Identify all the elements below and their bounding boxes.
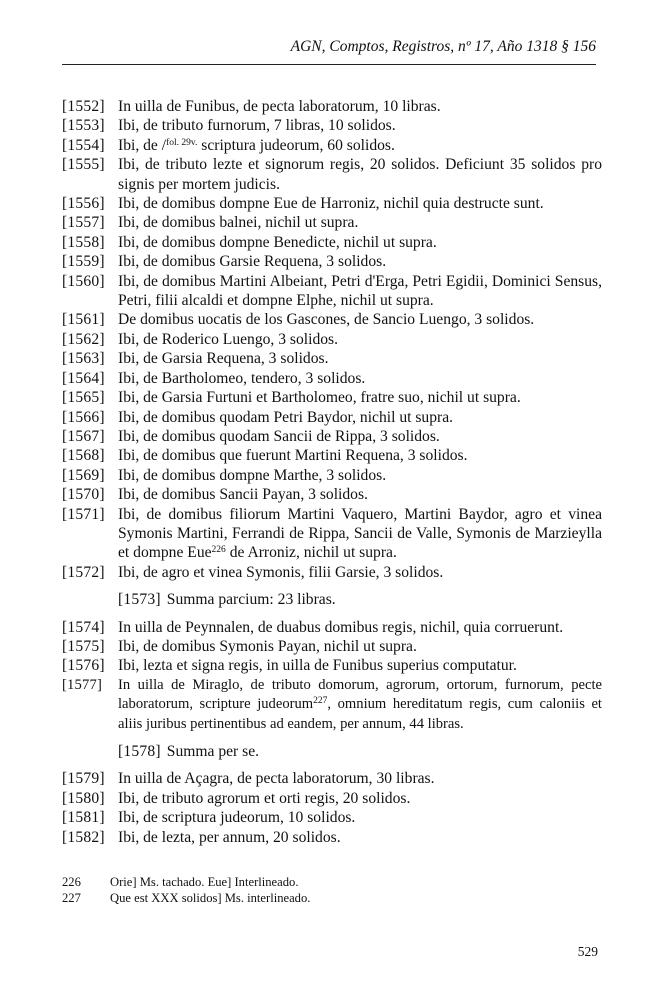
entry-text-part: , omnium hereditatum regis, cum caloniis et aliis juribus pertinentibus ad eandem, per annum, 44 libras.: [118, 696, 602, 732]
entry-number: [1565]: [62, 389, 105, 407]
entry-number: [1570]: [62, 486, 105, 504]
entry-number: [1578]: [118, 743, 161, 760]
entry-number: [1556]: [62, 195, 105, 213]
running-header: AGN, Comptos, Registros, nº 17, Año 1318 § 156: [290, 38, 596, 55]
entry-number: [1558]: [62, 233, 105, 251]
entry-number: [1574]: [62, 618, 105, 636]
entry: [62, 349, 602, 368]
entry: [62, 446, 602, 465]
entry-number: [1568]: [62, 447, 105, 465]
entry-list: [62, 97, 602, 847]
entry-number: [1563]: [62, 350, 105, 368]
entry: [62, 116, 602, 135]
entry: [62, 213, 602, 232]
footnotes: [62, 875, 602, 906]
footnote-text: Orie] Ms. tachado. Eue] Interlineado.: [110, 875, 299, 889]
entry-number: [1562]: [62, 330, 105, 348]
entry: [62, 408, 602, 427]
entry: [62, 194, 602, 213]
entry-text: Ibi, de domibus que fuerunt Martini Requena, 3 solidos.: [118, 447, 468, 465]
entry-text: Summa per se.: [166, 743, 260, 760]
entry-text: Ibi, de domibus dompne Benedicte, nichil ut supra.: [118, 233, 437, 251]
entry: [62, 656, 602, 675]
footnote-text: Que est XXX solidos] Ms. interlineado.: [110, 890, 311, 905]
entry-text: Ibi, de Roderico Luengo, 3 solidos.: [118, 330, 339, 348]
entry: [62, 618, 602, 637]
superscript-note: 226: [211, 545, 226, 556]
entry-text: Ibi, de tributo agrorum et orti regis, 20 solidos.: [118, 789, 411, 807]
entry-text: Summa parcium: 23 libras.: [166, 591, 336, 609]
entry-number: [1553]: [62, 117, 105, 135]
entry-text: Ibi, de domibus Garsie Requena, 3 solidos.: [118, 253, 387, 271]
entry-text: Ibi, de Bartholomeo, tendero, 3 solidos.: [118, 369, 366, 387]
entry-text: Ibi, de scriptura judeorum, 10 solidos.: [118, 809, 356, 827]
page-number: 529: [577, 944, 598, 959]
entry-text: Ibi, de agro et vinea Symonis, filii Garsie, 3 solidos.: [118, 563, 444, 581]
entry-number: [1573]: [118, 591, 161, 609]
entry: [62, 97, 602, 116]
entry-text-part: In uilla de Miraglo, de tributo domorum, agrorum, ortorum, furnorum, pecte laboratorum, scripture judeorum: [118, 676, 602, 713]
entry: [62, 388, 602, 407]
entry: [62, 272, 602, 311]
superscript-note: fol. 29v.: [166, 137, 198, 148]
entry-number: [1575]: [62, 637, 105, 655]
entry-text: [118, 505, 602, 563]
entry: [62, 637, 602, 656]
entry-text: Ibi, de tributo lezte et signorum regis, 20 solidos. Deficiunt 35 solidos pro signis per mortem judicis.: [118, 156, 602, 193]
entry-text: Ibi, de domibus balnei, nichil ut supra.: [118, 214, 359, 232]
entry-number: [1572]: [62, 563, 105, 581]
entry-number: [1567]: [62, 427, 105, 445]
entry-text: Ibi, de domibus Sancii Payan, 3 solidos.: [118, 486, 368, 504]
footnote: [62, 875, 602, 891]
entry-number: [1554]: [62, 136, 105, 154]
entry-text: Ibi, lezta et signa regis, in uilla de Funibus superius computatur.: [118, 657, 517, 675]
entry-number: [1580]: [62, 789, 105, 807]
entry-number: [1564]: [62, 369, 105, 387]
entry: [62, 330, 602, 349]
entry-text: Ibi, de domibus dompne Marthe, 3 solidos.: [118, 466, 387, 484]
footnote: [62, 891, 602, 907]
entry: [62, 233, 602, 252]
entry-text: [118, 676, 602, 734]
entry-number: [1559]: [62, 253, 105, 271]
entry-text: [118, 136, 602, 155]
entry-text: Ibi, de lezta, per annum, 20 solidos.: [118, 828, 341, 846]
entry: [62, 485, 602, 504]
entry-text: Ibi, de Garsia Furtuni et Bartholomeo, fratre suo, nichil ut supra.: [118, 389, 521, 407]
entry-number: [1552]: [62, 98, 105, 115]
entry: [62, 563, 602, 582]
entry-number: [1571]: [62, 505, 105, 523]
footnote-number: 227: [62, 890, 81, 905]
entry-number: [1577]: [62, 676, 103, 693]
entry-text: In uilla de Açagra, de pecta laboratorum, 30 libras.: [118, 770, 435, 788]
summa-entry: [62, 590, 602, 609]
entry-text: Ibi, de domibus quodam Petri Baydor, nichil ut supra.: [118, 408, 454, 426]
entry: [62, 136, 602, 155]
entry: [62, 789, 602, 808]
entry-text-part: scriptura judeorum, 60 solidos.: [197, 136, 395, 154]
entry-text-part: Ibi, de domibus filiorum Martini Vaquero, Martini Baydor, agro et vinea Symonis Martini, Ferrandi de Rippa, Sancii de Valle, Symonis de Marzieylla et dompne Eue: [118, 505, 602, 562]
entry-text: Ibi, de domibus quodam Sancii de Rippa, 3 solidos.: [118, 427, 440, 445]
superscript-note: 227: [313, 696, 328, 707]
entry-text-part: de Arroniz, nichil ut supra.: [225, 544, 397, 562]
entry-number: [1579]: [62, 770, 105, 788]
entry-text: Ibi, de tributo furnorum, 7 libras, 10 solidos.: [118, 117, 396, 135]
entry-number: [1569]: [62, 466, 105, 484]
entry: [62, 466, 602, 485]
entry-number: [1566]: [62, 408, 105, 426]
entry-text: In uilla de Peynnalen, de duabus domibus regis, nichil, quia corruerunt.: [118, 618, 564, 636]
entry-text: Ibi, de domibus dompne Eue de Harroniz, nichil quia destructe sunt.: [118, 195, 544, 213]
entry-text: Ibi, de domibus Martini Albeiant, Petri d'Erga, Petri Egidii, Dominici Sensus, Petri, filii alcaldi et dompne Elphe, nichil ut supra.: [118, 272, 602, 310]
entry: [62, 252, 602, 271]
entry-text-part: Ibi, de /: [118, 136, 167, 154]
entry-number: [1576]: [62, 657, 105, 675]
entry-number: [1560]: [62, 272, 105, 290]
entry: [62, 828, 602, 847]
entry: [62, 505, 602, 563]
header-rule: [62, 64, 596, 65]
summa-entry: [62, 742, 602, 761]
entry: [62, 808, 602, 827]
entry-number: [1555]: [62, 156, 105, 174]
entry-text: De domibus uocatis de los Gascones, de Sancio Luengo, 3 solidos.: [118, 311, 535, 329]
entry-number: [1557]: [62, 214, 105, 232]
entry-number: [1561]: [62, 311, 105, 329]
entry: [62, 427, 602, 446]
entry: [62, 676, 602, 734]
entry: [62, 155, 602, 194]
entry-text: Ibi, de domibus Symonis Payan, nichil ut supra.: [118, 637, 417, 655]
entry-number: [1581]: [62, 809, 105, 827]
entry-text: In uilla de Funibus, de pecta laboratorum, 10 libras.: [118, 98, 441, 115]
entry: [62, 310, 602, 329]
entry: [62, 769, 602, 788]
entry-number: [1582]: [62, 828, 105, 846]
entry: [62, 369, 602, 388]
entry-text: Ibi, de Garsia Requena, 3 solidos.: [118, 350, 329, 368]
footnote-number: 226: [62, 875, 81, 889]
